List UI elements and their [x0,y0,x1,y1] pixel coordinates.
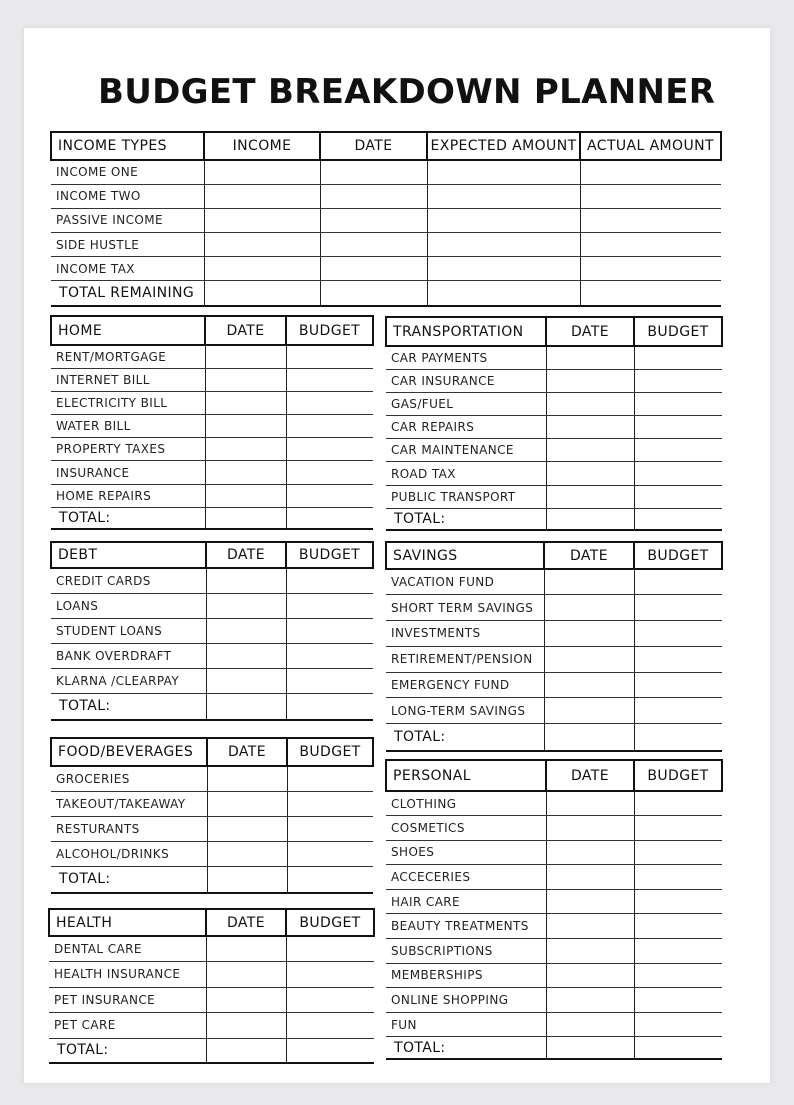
transportation-entry-cell[interactable] [546,485,634,508]
food-entry-cell[interactable] [207,791,287,816]
transportation-header-date: DATE [546,317,634,346]
health-total-cell[interactable] [286,1038,374,1063]
personal-row-label: SHOES [386,840,546,865]
transportation-entry-cell[interactable] [546,462,634,485]
debt-header-category: DEBT [51,542,206,568]
table-row [386,392,722,415]
income-header-date: DATE [320,132,427,160]
transportation-entry-cell[interactable] [546,369,634,392]
transportation-table [385,316,723,531]
transportation-total-cell[interactable] [634,508,722,530]
transportation-row-label: GAS/FUEL [386,392,546,415]
home-row-label: ELECTRICITY BILL [51,391,205,414]
home-header-budget: BUDGET [286,316,373,345]
savings-total-row [386,724,722,751]
debt-row-label: BANK OVERDRAFT [51,643,206,668]
table-row [51,766,373,791]
food-total-cell[interactable] [287,866,373,893]
table-row [386,791,722,816]
health-row-label: HEALTH INSURANCE [49,962,206,988]
debt-entry-cell[interactable] [206,568,286,593]
table-row [51,345,373,368]
table-row [386,416,722,439]
food-total-row [51,866,373,893]
debt-row-label: LOANS [51,593,206,618]
savings-entry-cell[interactable] [634,672,722,698]
income-total-row [51,281,721,306]
table-row [51,841,373,866]
food-header-date: DATE [207,738,287,766]
table-row [51,668,373,693]
health-entry-cell[interactable] [206,1013,286,1039]
personal-entry-cell[interactable] [634,791,722,816]
health-entry-cell[interactable] [286,936,374,962]
income-row-label: SIDE HUSTLE [51,233,204,257]
debt-header-date: DATE [206,542,286,568]
food-row-label: ALCOHOL/DRINKS [51,841,207,866]
income-entry-cell[interactable] [580,184,721,208]
savings-entry-cell[interactable] [634,595,722,621]
health-total-label: TOTAL: [49,1038,206,1063]
food-table [50,737,374,894]
home-entry-cell[interactable] [205,368,286,391]
savings-row-label: EMERGENCY FUND [386,672,544,698]
table-row [51,438,373,461]
table-row [386,485,722,508]
savings-total-cell[interactable] [634,724,722,751]
table-row [51,233,721,257]
debt-header-budget: BUDGET [286,542,373,568]
table-row [49,962,374,988]
savings-row-label: RETIREMENT/PENSION [386,646,544,672]
personal-entry-cell[interactable] [634,988,722,1013]
income-table [50,131,722,307]
savings-entry-cell[interactable] [544,595,634,621]
home-table [50,315,374,530]
income-entry-cell[interactable] [427,233,580,257]
debt-total-cell[interactable] [206,693,286,720]
savings-header-date: DATE [544,542,634,569]
table-row [386,369,722,392]
debt-entry-cell[interactable] [206,643,286,668]
health-row-label: DENTAL CARE [49,936,206,962]
personal-row-label: CLOTHING [386,791,546,816]
table-row [386,1012,722,1037]
debt-entry-cell[interactable] [286,668,373,693]
health-section [48,908,373,1064]
home-entry-cell[interactable] [205,484,286,507]
income-entry-cell[interactable] [427,257,580,281]
personal-entry-cell[interactable] [546,889,634,914]
home-entry-cell[interactable] [205,391,286,414]
personal-entry-cell[interactable] [546,988,634,1013]
home-row-label: INTERNET BILL [51,368,205,391]
table-row [51,461,373,484]
debt-total-row [51,693,373,720]
transportation-entry-cell[interactable] [634,392,722,415]
personal-total-cell[interactable] [546,1037,634,1059]
income-entry-cell[interactable] [580,233,721,257]
table-row [386,439,722,462]
savings-entry-cell[interactable] [544,569,634,595]
table-row [386,963,722,988]
income-header-expected-amount: EXPECTED AMOUNT [427,132,580,160]
personal-row-label: HAIR CARE [386,889,546,914]
health-entry-cell[interactable] [286,962,374,988]
income-header-actual-amount: ACTUAL AMOUNT [580,132,721,160]
personal-entry-cell[interactable] [634,939,722,964]
home-total-label: TOTAL: [51,507,205,529]
income-entry-cell[interactable] [204,208,320,232]
debt-entry-cell[interactable] [286,593,373,618]
savings-row-label: LONG-TERM SAVINGS [386,698,544,724]
health-total-cell[interactable] [206,1038,286,1063]
home-entry-cell[interactable] [286,368,373,391]
transportation-entry-cell[interactable] [546,392,634,415]
income-entry-cell[interactable] [320,233,427,257]
income-entry-cell[interactable] [204,257,320,281]
savings-entry-cell[interactable] [634,569,722,595]
debt-entry-cell[interactable] [286,568,373,593]
food-entry-cell[interactable] [207,766,287,791]
personal-entry-cell[interactable] [634,1012,722,1037]
food-total-cell[interactable] [207,866,287,893]
table-row [51,618,373,643]
personal-total-label: TOTAL: [386,1037,546,1059]
transportation-total-cell[interactable] [546,508,634,530]
home-header-date: DATE [205,316,286,345]
food-entry-cell[interactable] [207,841,287,866]
savings-table [385,541,723,752]
food-header-category: FOOD/BEVERAGES [51,738,207,766]
table-row [386,698,722,724]
health-header-date: DATE [206,909,286,936]
table-row [51,791,373,816]
savings-entry-cell[interactable] [544,646,634,672]
income-header-category: INCOME TYPES [51,132,204,160]
health-total-row [49,1038,374,1063]
table-row [51,184,721,208]
savings-header-budget: BUDGET [634,542,722,569]
savings-entry-cell[interactable] [634,621,722,647]
personal-entry-cell[interactable] [546,791,634,816]
home-entry-cell[interactable] [205,415,286,438]
income-entry-cell[interactable] [580,257,721,281]
table-row [386,889,722,914]
health-entry-cell[interactable] [286,1013,374,1039]
debt-row-label: STUDENT LOANS [51,618,206,643]
transportation-section [385,316,721,531]
personal-total-row [386,1037,722,1059]
personal-entry-cell[interactable] [546,840,634,865]
transportation-total-row [386,508,722,530]
table-row [386,988,722,1013]
table-row [386,462,722,485]
home-section [50,315,372,530]
savings-section [385,541,721,752]
table-row [386,865,722,890]
savings-entry-cell[interactable] [544,672,634,698]
table-row [386,346,722,369]
food-entry-cell[interactable] [287,766,373,791]
table-row [386,840,722,865]
income-entry-cell[interactable] [320,257,427,281]
table-row [386,939,722,964]
food-total-label: TOTAL: [51,866,207,893]
home-row-label: INSURANCE [51,461,205,484]
home-entry-cell[interactable] [205,438,286,461]
table-row [49,1013,374,1039]
personal-header-date: DATE [546,760,634,791]
personal-total-cell[interactable] [634,1037,722,1059]
savings-row-label: VACATION FUND [386,569,544,595]
food-row-label: RESTURANTS [51,816,207,841]
food-section [50,737,372,894]
transportation-entry-cell[interactable] [634,416,722,439]
health-header-budget: BUDGET [286,909,374,936]
home-entry-cell[interactable] [205,345,286,368]
savings-total-cell[interactable] [544,724,634,751]
savings-row-label: SHORT TERM SAVINGS [386,595,544,621]
home-entry-cell[interactable] [286,345,373,368]
table-row [51,484,373,507]
table-row [386,672,722,698]
personal-entry-cell[interactable] [546,914,634,939]
home-total-row [51,507,373,529]
transportation-header-budget: BUDGET [634,317,722,346]
table-row [49,936,374,962]
food-entry-cell[interactable] [207,816,287,841]
personal-entry-cell[interactable] [546,1012,634,1037]
personal-table [385,759,723,1060]
income-total-cell[interactable] [204,281,320,306]
personal-row-label: ACCECERIES [386,865,546,890]
debt-entry-cell[interactable] [286,643,373,668]
personal-entry-cell[interactable] [634,865,722,890]
transportation-header-category: TRANSPORTATION [386,317,546,346]
debt-total-cell[interactable] [286,693,373,720]
income-entry-cell[interactable] [580,160,721,184]
home-total-cell[interactable] [286,507,373,529]
table-row [386,914,722,939]
health-table [48,908,375,1064]
income-total-cell[interactable] [580,281,721,306]
income-row-label: INCOME TWO [51,184,204,208]
table-row [51,208,721,232]
transportation-entry-cell[interactable] [634,346,722,369]
home-entry-cell[interactable] [205,461,286,484]
table-row [51,816,373,841]
table-row [51,368,373,391]
table-row [51,160,721,184]
food-row-label: TAKEOUT/TAKEAWAY [51,791,207,816]
income-row-label: INCOME TAX [51,257,204,281]
personal-row-label: ONLINE SHOPPING [386,988,546,1013]
transportation-entry-cell[interactable] [634,439,722,462]
transportation-entry-cell[interactable] [634,462,722,485]
transportation-entry-cell[interactable] [546,416,634,439]
income-entry-cell[interactable] [427,184,580,208]
income-row-label: INCOME ONE [51,160,204,184]
table-row [51,568,373,593]
home-entry-cell[interactable] [286,415,373,438]
personal-entry-cell[interactable] [546,963,634,988]
transportation-entry-cell[interactable] [546,439,634,462]
home-header-category: HOME [51,316,205,345]
income-entry-cell[interactable] [204,184,320,208]
table-row [51,593,373,618]
home-row-label: PROPERTY TAXES [51,438,205,461]
home-entry-cell[interactable] [286,438,373,461]
transportation-row-label: ROAD TAX [386,462,546,485]
savings-entry-cell[interactable] [544,698,634,724]
home-entry-cell[interactable] [286,484,373,507]
savings-total-label: TOTAL: [386,724,544,751]
personal-entry-cell[interactable] [546,865,634,890]
income-row-label: PASSIVE INCOME [51,208,204,232]
debt-entry-cell[interactable] [206,593,286,618]
health-entry-cell[interactable] [206,987,286,1013]
personal-row-label: BEAUTY TREATMENTS [386,914,546,939]
table-row [386,621,722,647]
savings-row-label: INVESTMENTS [386,621,544,647]
personal-entry-cell[interactable] [634,889,722,914]
home-row-label: HOME REPAIRS [51,484,205,507]
debt-entry-cell[interactable] [206,618,286,643]
personal-row-label: SUBSCRIPTIONS [386,939,546,964]
personal-header-budget: BUDGET [634,760,722,791]
savings-entry-cell[interactable] [634,698,722,724]
table-row [51,415,373,438]
table-row [386,646,722,672]
transportation-entry-cell[interactable] [546,346,634,369]
personal-section [385,759,721,1060]
savings-entry-cell[interactable] [544,621,634,647]
health-entry-cell[interactable] [206,962,286,988]
personal-row-label: MEMBERSHIPS [386,963,546,988]
table-row [51,643,373,668]
health-row-label: PET CARE [49,1013,206,1039]
table-row [51,257,721,281]
transportation-row-label: CAR REPAIRS [386,416,546,439]
table-row [49,987,374,1013]
transportation-entry-cell[interactable] [634,485,722,508]
income-entry-cell[interactable] [580,208,721,232]
income-total-cell[interactable] [427,281,580,306]
income-entry-cell[interactable] [320,208,427,232]
home-total-cell[interactable] [205,507,286,529]
income-total-cell[interactable] [320,281,427,306]
debt-entry-cell[interactable] [286,618,373,643]
health-row-label: PET INSURANCE [49,987,206,1013]
personal-entry-cell[interactable] [634,840,722,865]
transportation-total-label: TOTAL: [386,508,546,530]
home-row-label: RENT/MORTGAGE [51,345,205,368]
food-header-budget: BUDGET [287,738,373,766]
debt-table [50,541,374,721]
personal-entry-cell[interactable] [634,963,722,988]
home-row-label: WATER BILL [51,415,205,438]
personal-entry-cell[interactable] [634,914,722,939]
health-entry-cell[interactable] [286,987,374,1013]
transportation-row-label: CAR INSURANCE [386,369,546,392]
food-row-label: GROCERIES [51,766,207,791]
personal-header-category: PERSONAL [386,760,546,791]
personal-row-label: FUN [386,1012,546,1037]
personal-row-label: COSMETICS [386,816,546,841]
debt-row-label: KLARNA /CLEARPAY [51,668,206,693]
transportation-row-label: PUBLIC TRANSPORT [386,485,546,508]
table-row [386,569,722,595]
table-row [386,595,722,621]
personal-entry-cell[interactable] [546,816,634,841]
income-entry-cell[interactable] [204,160,320,184]
savings-entry-cell[interactable] [634,646,722,672]
income-entry-cell[interactable] [427,160,580,184]
transportation-row-label: CAR MAINTENANCE [386,439,546,462]
income-entry-cell[interactable] [320,184,427,208]
debt-section [50,541,372,721]
income-total-label: TOTAL REMAINING [51,281,204,306]
income-section [50,131,720,307]
income-entry-cell[interactable] [427,208,580,232]
food-entry-cell[interactable] [287,841,373,866]
health-header-category: HEALTH [49,909,206,936]
personal-entry-cell[interactable] [546,939,634,964]
transportation-row-label: CAR PAYMENTS [386,346,546,369]
transportation-entry-cell[interactable] [634,369,722,392]
home-entry-cell[interactable] [286,391,373,414]
debt-row-label: CREDIT CARDS [51,568,206,593]
table-row [51,391,373,414]
income-entry-cell[interactable] [320,160,427,184]
personal-entry-cell[interactable] [634,816,722,841]
health-entry-cell[interactable] [206,936,286,962]
page-title: BUDGET BREAKDOWN PLANNER [98,72,716,112]
food-entry-cell[interactable] [287,816,373,841]
debt-entry-cell[interactable] [206,668,286,693]
food-entry-cell[interactable] [287,791,373,816]
income-header-income: INCOME [204,132,320,160]
home-entry-cell[interactable] [286,461,373,484]
table-row [386,816,722,841]
debt-total-label: TOTAL: [51,693,206,720]
income-entry-cell[interactable] [204,233,320,257]
savings-header-category: SAVINGS [386,542,544,569]
